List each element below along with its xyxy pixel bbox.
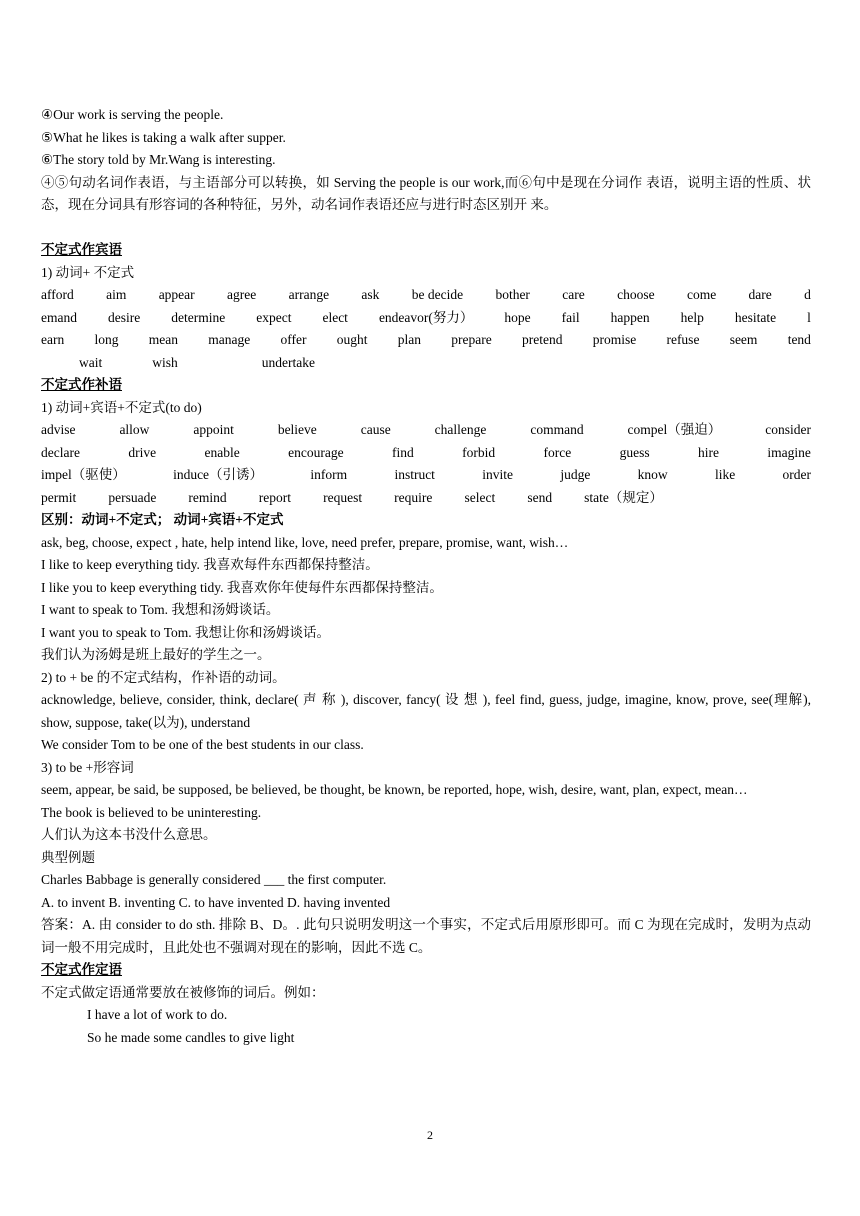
complement-list-row-1 [41, 419, 811, 442]
list-word: help [680, 309, 704, 325]
example-sentence-8: 人们认为这本书没什么意思。 [41, 827, 217, 842]
list-word: plan [397, 332, 421, 347]
list-word: cause [360, 422, 391, 437]
list-word: remind [188, 489, 227, 505]
to-be-verb-list: acknowledge, believe, consider, think, declare( 声 称 ), discover, fancy( 设 想 ), feel find, guess, judge, imagine, know, prove, see(理解), show, suppose, take(以为), understand [41, 692, 811, 730]
list-word: afford [41, 287, 74, 302]
list-word: promise [592, 332, 637, 347]
list-word: force [543, 444, 572, 460]
list-word: elect [322, 309, 348, 325]
attributive-intro: 不定式做定语通常要放在被修饰的词后。例如： [41, 984, 325, 1000]
list-word: send [527, 489, 553, 505]
list-word: be decide [411, 287, 464, 302]
list-word: appear [158, 287, 195, 302]
list-word: instruct [394, 467, 435, 482]
example-sentence-5: 我们认为汤姆是班上最好的学生之一。 [41, 647, 271, 662]
list-word: d [804, 287, 811, 302]
list-word: expect [256, 309, 292, 325]
list-word: advise [41, 422, 76, 437]
list-word: manage [208, 332, 251, 347]
list-word: determine [171, 309, 226, 325]
list-word: know [637, 467, 668, 482]
example-line-5: ⑤What he likes is taking a walk after supper. [41, 129, 286, 145]
explanation-paragraph: ④⑤句动名词作表语，与主语部分可以转换，如 Serving the people is our work,而⑥句中是现在分词作 表语，说明主语的性质、状态，现在分词具有形容词的各种特征，另外，动名词作表语还应与进行时态区别开 来。 [41, 174, 811, 212]
list-word: hire [698, 444, 720, 460]
list-word: desire [108, 309, 141, 325]
list-word: guess [619, 444, 650, 460]
example-sentence-2: I like you to keep everything tidy. 我喜欢你年使每件东西都保持整洁。 [41, 579, 443, 595]
list-word: declare [41, 444, 80, 460]
example-line-6: ⑥The story told by Mr.Wang is interesting. [41, 152, 276, 167]
complement-list-row-3 [41, 464, 811, 487]
list-word: consider [765, 422, 811, 437]
example-sentence-4: I want you to speak to Tom. 我想让你和汤姆谈话。 [41, 624, 331, 640]
example-sentence-1: I like to keep everything tidy. 我喜欢每件东西都保持整洁。 [41, 557, 379, 572]
list-word: drive [128, 444, 157, 460]
list-word: select [464, 489, 496, 505]
list-word: command [530, 422, 584, 437]
complement-list-row-4 [41, 487, 811, 510]
list-word: imagine [767, 444, 811, 460]
list-word: endeavor(努力） [378, 309, 474, 325]
list-word: dare [748, 287, 772, 302]
list-word: mean [148, 332, 178, 347]
list-word: invite [482, 467, 513, 482]
typical-example-label: 典型例题 [41, 849, 95, 865]
list-word: judge [560, 467, 591, 482]
list-word: impel（驱使） [41, 467, 126, 482]
list-word: appoint [193, 422, 234, 437]
comparison-heading: 区别：动词+不定式； 动词+宾语+不定式 [41, 512, 284, 527]
to-be-adjective-list: seem, appear, be said, be supposed, be believed, be thought, be known, be reported, hope, wish, desire, want, plan, expect, mean… [41, 782, 748, 797]
verb-list-row-2 [41, 307, 811, 330]
list-word: report [258, 489, 291, 505]
list-word: forbid [462, 444, 496, 460]
comparison-verb-list: ask, beg, choose, expect , hate, help intend like, love, need prefer, prepare, promise, want, wish… [41, 534, 569, 550]
list-word: wait [79, 354, 103, 370]
list-word: compel（强迫） [627, 422, 722, 437]
list-word: persuade [108, 489, 157, 505]
list-word: wish [152, 354, 178, 370]
example-sentence-3: I want to speak to Tom. 我想和汤姆谈话。 [41, 602, 280, 617]
list-word: undertake [261, 354, 315, 370]
list-word: ask [361, 287, 380, 302]
list-word: find [391, 444, 414, 460]
quiz-answer: 答案：A. 由 consider to do sth. 排除 B、D。. 此句只说明发明这一个事实，不定式后用原形即可。而 C 为现在完成时，发明为点动词一般不用完成时，且此处也不强调对现在的影响，因此不选 C。 [41, 917, 811, 955]
complement-list-row-2 [41, 442, 811, 465]
list-word: induce（引诱） [173, 467, 264, 482]
list-word: inform [310, 467, 348, 482]
list-word: order [782, 467, 811, 482]
list-word: bother [495, 287, 530, 302]
list-word: happen [610, 309, 650, 325]
list-word: seem [729, 332, 758, 347]
quiz-options: A. to invent B. inventing C. to have invented D. having invented [41, 894, 391, 910]
list-word: believe [277, 422, 317, 437]
list-word: arrange [288, 287, 330, 302]
list-word: pretend [521, 332, 563, 347]
list-word: come [686, 287, 717, 302]
list-word: fail [561, 309, 580, 325]
page-number: 2 [427, 1128, 433, 1142]
list-word: agree [227, 287, 257, 302]
attributive-example-1: I have a lot of work to do. [87, 1007, 228, 1022]
list-word: ought [336, 332, 368, 347]
list-word: permit [41, 489, 77, 505]
example-sentence-7: The book is believed to be uninteresting. [41, 804, 262, 820]
subheading-to-be-adjective: 3) to be +形容词 [41, 759, 134, 775]
list-word: request [323, 489, 363, 505]
list-word: tend [787, 332, 811, 347]
heading-infinitive-attributive: 不定式作定语 [41, 962, 122, 977]
subheading-verb-object-infinitive: 1) 动词+宾语+不定式(to do) [41, 399, 202, 415]
list-word: like [714, 467, 736, 482]
heading-infinitive-object: 不定式作宾语 [41, 242, 122, 257]
list-word: care [562, 287, 585, 302]
list-word: require [394, 489, 433, 505]
verb-list-row-1 [41, 284, 811, 307]
list-word: allow [119, 422, 150, 437]
subheading-to-be: 2) to + be 的不定式结构，作补语的动词。 [41, 669, 286, 685]
attributive-example-2: So he made some candles to give light [87, 1029, 295, 1045]
verb-list-row-4 [41, 352, 811, 375]
list-word: state（规定） [584, 489, 663, 505]
list-word: prepare [451, 332, 492, 347]
verb-list-row-3 [41, 329, 811, 352]
list-word: earn [41, 332, 65, 347]
heading-infinitive-complement: 不定式作补语 [41, 377, 122, 392]
example-sentence-6: We consider Tom to be one of the best students in our class. [41, 737, 364, 752]
subheading-verb-infinitive: 1) 动词+ 不定式 [41, 264, 135, 280]
list-word: offer [280, 332, 307, 347]
quiz-question: Charles Babbage is generally considered ___ the first computer. [41, 872, 387, 887]
document-page [41, 104, 811, 1049]
list-word: long [94, 332, 119, 347]
list-word: encourage [288, 444, 344, 460]
list-word: refuse [666, 332, 700, 347]
list-word: aim [106, 287, 127, 302]
list-word: emand [41, 309, 77, 325]
list-word: choose [617, 287, 655, 302]
list-word: hesitate [734, 309, 777, 325]
list-word: hope [504, 309, 531, 325]
list-word: enable [204, 444, 240, 460]
example-line-4: ④Our work is serving the people. [41, 107, 224, 122]
list-word: l [807, 309, 811, 325]
list-word: challenge [434, 422, 487, 437]
